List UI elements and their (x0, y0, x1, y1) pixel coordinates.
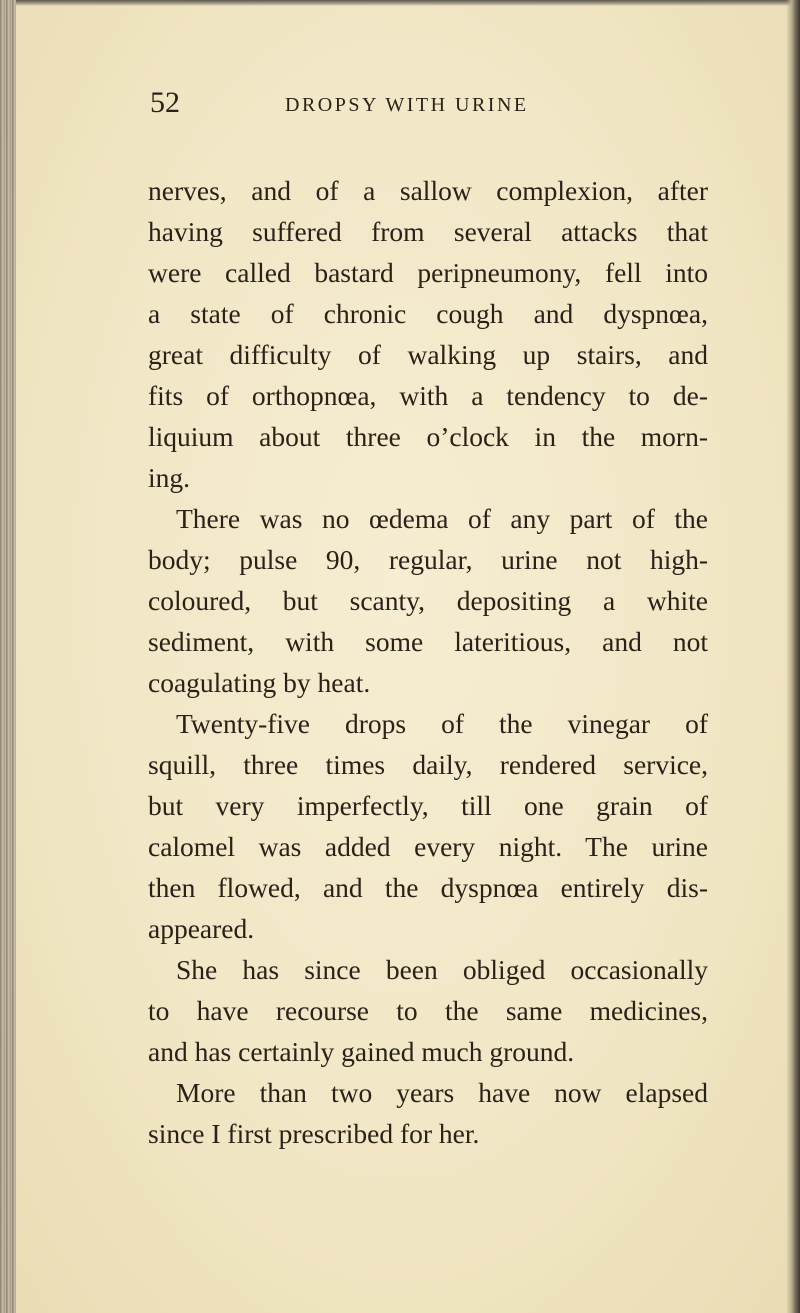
text-line: since I first prescribed for her. (148, 1118, 480, 1149)
text-line: squill, three times daily, rendered service, (148, 749, 708, 780)
text-line: then flowed, and the dyspnœa entirely dis- (148, 872, 708, 903)
paragraph-start-line: More than two years have now elapsed (176, 1077, 708, 1108)
text-line: having suffered from several attacks that (148, 216, 708, 247)
text-line: and has certainly gained much ground. (148, 1036, 575, 1067)
text-line: body; pulse 90, regular, urine not high- (148, 544, 708, 575)
paragraph-start-line: Twenty-five drops of the vinegar of (176, 708, 708, 739)
text-line: calomel was added every night. The urine (148, 831, 708, 862)
text-line: sediment, with some lateritious, and not (148, 626, 708, 657)
text-line: liquium about three o’clock in the morn- (148, 421, 708, 452)
page-header (150, 86, 750, 126)
running-head: DROPSY WITH URINE (285, 94, 529, 116)
text-line: to have recourse to the same medicines, (148, 995, 708, 1026)
text-line: fits of orthopnœa, with a tendency to de- (148, 380, 708, 411)
paragraph-start-line: She has since been obliged occasionally (176, 954, 708, 985)
page-gutter-shadow (0, 0, 16, 1313)
text-line: ing. (148, 462, 191, 493)
text-line: coloured, but scanty, depositing a white (148, 585, 708, 616)
page-top-edge (16, 0, 800, 6)
text-line: coagulating by heat. (148, 667, 371, 698)
text-line: but very imperfectly, till one grain of (148, 790, 708, 821)
text-line: nerves, and of a sallow complexion, after (148, 175, 708, 206)
text-line: great difficulty of walking up stairs, and (148, 339, 708, 370)
page-right-edge (786, 0, 800, 1313)
paragraph-start-line: There was no œdema of any part of the (176, 503, 708, 534)
text-line: were called bastard peripneumony, fell into (148, 257, 708, 288)
text-line: appeared. (148, 913, 255, 944)
page-number: 52 (150, 86, 180, 119)
text-line: a state of chronic cough and dyspnœa, (148, 298, 708, 329)
body-text (148, 170, 708, 1154)
